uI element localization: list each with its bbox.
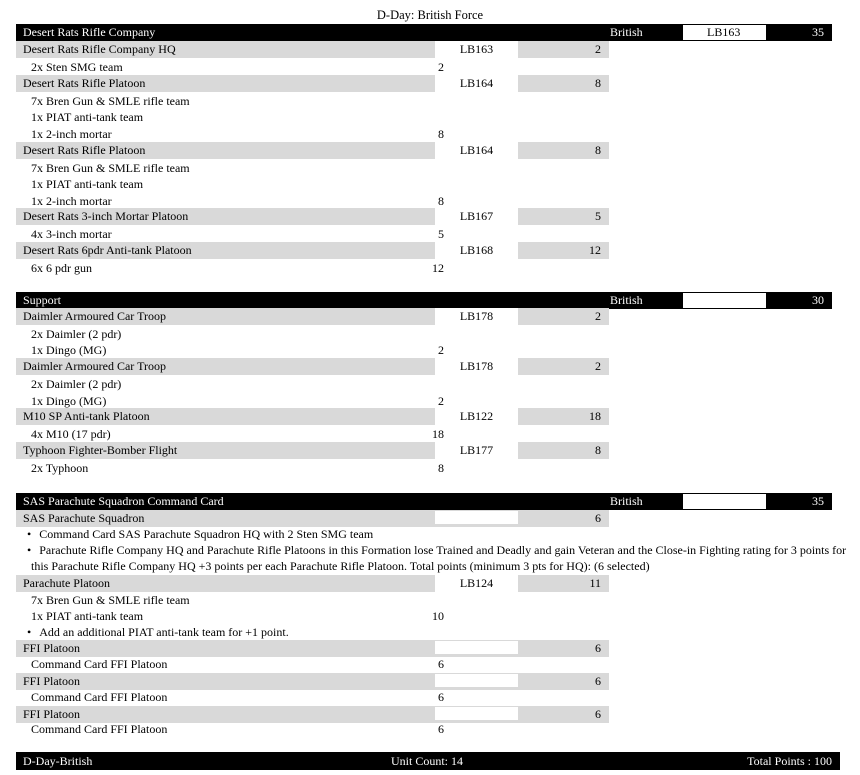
unit-item: 2x Daimler (2 pdr) (31, 377, 122, 391)
unit-code: LB164 (435, 142, 518, 159)
unit-points: 5 (595, 209, 601, 223)
unit-name: FFI Platoon (23, 707, 81, 721)
unit-name: Daimler Armoured Car Troop (23, 309, 166, 323)
unit-row (16, 142, 609, 159)
unit-row (16, 41, 609, 58)
footer-force-name: D-Day-British (23, 754, 93, 768)
unit-row (16, 242, 609, 259)
item-points: 2 (438, 394, 444, 408)
unit-points: 2 (595, 309, 601, 323)
unit-code: LB163 (435, 41, 518, 58)
unit-row (16, 358, 609, 375)
formation-points: 30 (812, 293, 824, 307)
page-title: D-Day: British Force (376, 8, 484, 22)
item-points: 8 (438, 461, 444, 475)
unit-name: Desert Rats 3-inch Mortar Platoon (23, 209, 189, 223)
unit-row (16, 442, 609, 459)
unit-item: 1x Dingo (MG) (31, 343, 107, 357)
unit-code: LB168 (435, 242, 518, 259)
unit-points: 8 (595, 443, 601, 457)
item-points: 5 (438, 227, 444, 241)
unit-code (435, 511, 518, 526)
unit-row (16, 640, 609, 657)
unit-item: 1x PIAT anti-tank team (31, 177, 144, 191)
unit-row (16, 706, 609, 723)
unit-item: 1x 2-inch mortar (31, 194, 112, 208)
unit-code (435, 641, 518, 656)
footer-unit-count: Unit Count: 14 (391, 754, 464, 768)
unit-points: 8 (595, 143, 601, 157)
unit-item: 4x 3-inch mortar (31, 227, 112, 241)
unit-row (16, 510, 609, 527)
unit-points: 6 (595, 641, 601, 655)
unit-name: M10 SP Anti-tank Platoon (23, 409, 150, 423)
unit-name: Parachute Platoon (23, 576, 110, 590)
unit-name: Desert Rats Rifle Platoon (23, 76, 146, 90)
footer-bar (16, 752, 840, 770)
unit-points: 6 (595, 511, 601, 525)
formation-code (683, 293, 766, 308)
unit-code: LB177 (435, 442, 518, 459)
unit-row (16, 308, 609, 325)
unit-row (16, 408, 609, 425)
formation-header (16, 24, 832, 41)
unit-option-note: this Parachute Rifle Company HQ +3 points per each Parachute Rifle Platoon. Total points (minimum 3 pts for HQ): (6 selected) (31, 559, 650, 573)
unit-code (435, 674, 518, 689)
unit-item: Command Card FFI Platoon (31, 722, 168, 736)
unit-name: Desert Rats Rifle Platoon (23, 143, 146, 157)
unit-item: Command Card FFI Platoon (31, 690, 168, 704)
unit-item: 7x Bren Gun & SMLE rifle team (31, 161, 190, 175)
formation-name: Support (23, 293, 62, 307)
formation-name: Desert Rats Rifle Company (23, 25, 156, 39)
unit-code: LB164 (435, 75, 518, 92)
footer-total-points: Total Points : 100 (747, 754, 832, 768)
unit-code: LB178 (435, 308, 518, 325)
unit-name: Desert Rats 6pdr Anti-tank Platoon (23, 243, 192, 257)
formation-nation: British (610, 293, 643, 307)
formation-nation: British (610, 494, 643, 508)
unit-points: 8 (595, 76, 601, 90)
unit-code: LB122 (435, 408, 518, 425)
unit-name: Desert Rats Rifle Company HQ (23, 42, 176, 56)
unit-name: SAS Parachute Squadron (23, 511, 145, 525)
item-points: 8 (438, 194, 444, 208)
unit-points: 6 (595, 674, 601, 688)
unit-item: 7x Bren Gun & SMLE rifle team (31, 94, 190, 108)
unit-code: LB124 (435, 575, 518, 592)
unit-name: Daimler Armoured Car Troop (23, 359, 166, 373)
unit-code (435, 707, 518, 722)
unit-row (16, 575, 609, 592)
formation-name: SAS Parachute Squadron Command Card (23, 494, 224, 508)
unit-points: 2 (595, 42, 601, 56)
formation-nation: British (610, 25, 643, 39)
unit-row (16, 208, 609, 225)
formation-header (16, 493, 832, 510)
formation-header (16, 292, 832, 309)
item-points: 10 (432, 609, 444, 623)
item-points: 6 (438, 657, 444, 671)
unit-points: 11 (589, 576, 601, 590)
unit-name: FFI Platoon (23, 674, 81, 688)
unit-points: 18 (589, 409, 601, 423)
unit-points: 12 (589, 243, 601, 257)
unit-code: LB178 (435, 358, 518, 375)
unit-item: 6x 6 pdr gun (31, 261, 92, 275)
formation-code (683, 494, 766, 509)
unit-item: 1x Dingo (MG) (31, 394, 107, 408)
unit-row (16, 673, 609, 690)
item-points: 2 (438, 60, 444, 74)
unit-option-bullet: • Add an additional PIAT anti-tank team for +1 point. (27, 625, 289, 640)
formation-code: LB163 (683, 25, 766, 40)
unit-name: FFI Platoon (23, 641, 81, 655)
item-points: 8 (438, 127, 444, 141)
unit-item: 2x Typhoon (31, 461, 89, 475)
unit-name: Typhoon Fighter-Bomber Flight (23, 443, 178, 457)
item-points: 2 (438, 343, 444, 357)
unit-item: 7x Bren Gun & SMLE rifle team (31, 593, 190, 607)
unit-code: LB167 (435, 208, 518, 225)
item-points: 12 (432, 261, 444, 275)
unit-item: Command Card FFI Platoon (31, 657, 168, 671)
formation-points: 35 (812, 25, 824, 39)
unit-item: 2x Daimler (2 pdr) (31, 327, 122, 341)
unit-points: 6 (595, 707, 601, 721)
item-points: 6 (438, 722, 444, 736)
item-points: 6 (438, 690, 444, 704)
unit-item: 1x PIAT anti-tank team (31, 110, 144, 124)
formation-points: 35 (812, 494, 824, 508)
unit-option-bullet: • Command Card SAS Parachute Squadron HQ with 2 Sten SMG team (27, 527, 373, 542)
unit-item: 1x PIAT anti-tank team (31, 609, 144, 623)
unit-item: 2x Sten SMG team (31, 60, 123, 74)
unit-points: 2 (595, 359, 601, 373)
unit-row (16, 75, 609, 92)
unit-item: 1x 2-inch mortar (31, 127, 112, 141)
unit-item: 4x M10 (17 pdr) (31, 427, 111, 441)
unit-option-bullet: • Parachute Rifle Company HQ and Parachute Rifle Platoons in this Formation lose Trained and Deadly and gain Veteran and the Close-in Fighting rating for 3 points for (27, 543, 846, 558)
item-points: 18 (432, 427, 444, 441)
